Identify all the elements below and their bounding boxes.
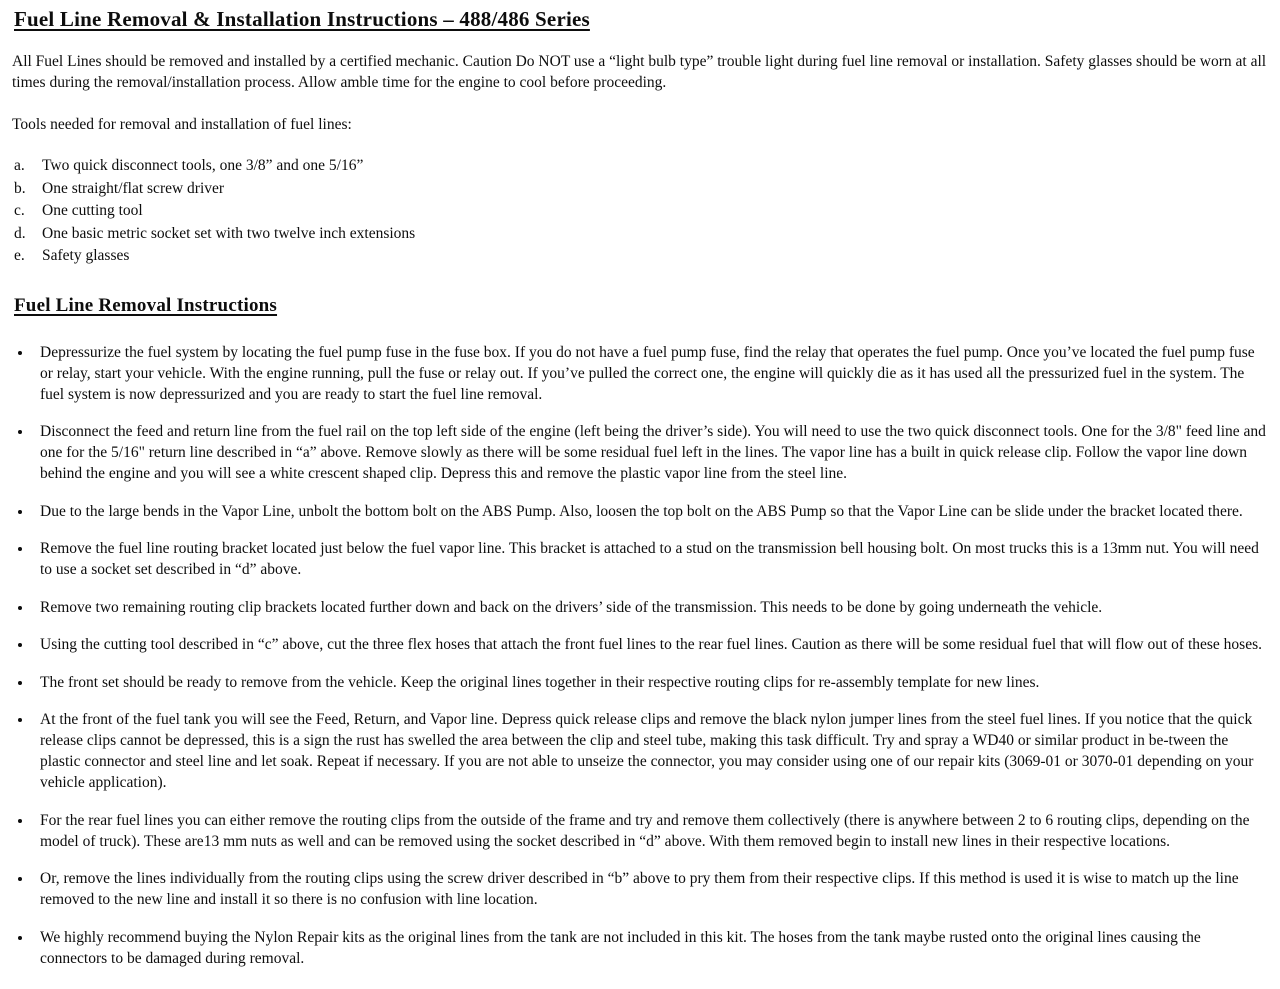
- tool-letter: a.: [14, 157, 25, 174]
- step-text: Using the cutting tool described in “c” above, cut the three flex hoses that attach the front fuel lines to the rear fuel lines. Caution as there will be some residual fuel that will flow out of these hoses.: [40, 636, 1262, 653]
- tool-text: One cutting tool: [42, 202, 143, 219]
- tool-item: [12, 245, 1268, 268]
- tool-item: [12, 200, 1268, 223]
- tool-letter: b.: [14, 179, 26, 197]
- step-text: Depressurize the fuel system by locating the fuel pump fuse in the fuse box. If you do not have a fuel pump fuse, find the relay that operates the fuel pump. Once you’ve located the fuel pump fuse or relay, start your vehicle. With the engine running, pull the fuse or relay out. If you’ve pulled the correct one, the engine will quickly die as it has used all the pressurized fuel in the system. The fuel system is now depressurized and you are ready to start the fuel line removal.: [40, 343, 1255, 403]
- step-text: Remove the fuel line routing bracket located just below the fuel vapor line. This bracket is attached to a stud on the transmission bell housing bolt. On most trucks this is a 13mm nut. You will need to use a socket set described in “d” above.: [40, 540, 1259, 578]
- tool-item: [12, 155, 1268, 178]
- step-text: Disconnect the feed and return line from the fuel rail on the top left side of the engine (left being the driver’s side). You will need to use the two quick disconnect tools. One for the 3/8" feed line and one for the 5/16" return line described in “a” above. Remove slowly as there will be some residual fuel left in the lines. The vapor line has a built in quick release clip. Follow the vapor line down behind the engine and you will see a white crescent shaped clip. Depress this and remove the plastic vapor line from the steel line.: [40, 423, 1266, 482]
- tools-list: [12, 155, 1268, 268]
- step-text: The front set should be ready to remove from the vehicle. Keep the original lines together in their respective routing clips for re-assembly template for new lines.: [40, 673, 1040, 691]
- step-text: At the front of the fuel tank you will see the Feed, Return, and Vapor line. Depress quick release clips and remove the black nylon jumper lines from the steel fuel lines. If you notice that the quick release clips cannot be depressed, this is a sign the rust has swelled the area between the clip and steel tube, making this task difficult. Try and spray a WD40 or similar product in be-tween the plastic connector and steel line and let soak. Repeat if necessary. If you are not able to unseize the connector, you may consider using one of our repair kits (3069-01 or 3070-01 depending on your vehicle application).: [40, 711, 1254, 791]
- removal-steps-list: [12, 342, 1268, 969]
- step-text: We highly recommend buying the Nylon Repair kits as the original lines from the tank are not included in this kit. The hoses from the tank maybe rusted onto the original lines causing the connectors to be damaged during removal.: [40, 928, 1201, 967]
- step-text: Remove two remaining routing clip brackets located further down and back on the drivers’ side of the transmission. This needs to be done by going underneath the vehicle.: [40, 598, 1103, 616]
- step-item: [33, 538, 1268, 580]
- step-item: [33, 421, 1268, 484]
- tool-text: One straight/flat screw driver: [42, 179, 225, 197]
- step-text: Due to the large bends in the Vapor Line, unbolt the bottom bolt on the ABS Pump. Also, loosen the top bolt on the ABS Pump so that the Vapor Line can be slide under the bracket located there.: [40, 502, 1243, 520]
- step-item: [33, 342, 1268, 405]
- tools-intro: Tools needed for removal and installation of fuel lines:: [12, 116, 352, 133]
- step-item: [33, 501, 1268, 522]
- tool-text: Safety glasses: [42, 247, 130, 264]
- document-title: Fuel Line Removal & Installation Instructions – 488/486 Series: [14, 7, 590, 31]
- step-text: For the rear fuel lines you can either remove the routing clips from the outside of the frame and try and remove them collectively (there is anywhere between 2 to 6 routing clips, depending on the model of truck). These are13 mm nuts as well and can be removed using the socket described in “d” above. With them removed begin to install new lines in their respective locations.: [40, 811, 1250, 850]
- step-item: [33, 927, 1268, 969]
- step-item: [33, 868, 1268, 910]
- tool-letter: d.: [14, 224, 26, 242]
- step-item: [33, 597, 1268, 618]
- step-item: [33, 709, 1268, 793]
- intro-paragraph: All Fuel Lines should be removed and installed by a certified mechanic. Caution Do NOT use a “light bulb type” trouble light during fuel line removal or installation. Safety glasses should be worn at all times during the removal/installation process. Allow amble time for the engine to cool before proceeding.: [12, 53, 1267, 91]
- tool-item: [12, 178, 1268, 201]
- step-item: [33, 810, 1268, 852]
- tool-letter: c.: [14, 202, 25, 219]
- tool-text: Two quick disconnect tools, one 3/8” and one 5/16”: [42, 157, 364, 174]
- tool-text: One basic metric socket set with two twelve inch extensions: [42, 224, 416, 242]
- step-text: Or, remove the lines individually from the routing clips using the screw driver described in “b” above to pry them from their respective clips. If this method is used it is wise to match up the line removed to the new line and install it so there is no confusion with line location.: [40, 870, 1239, 908]
- section-heading: Fuel Line Removal Instructions: [14, 294, 278, 316]
- step-item: [33, 634, 1268, 655]
- tool-letter: e.: [14, 247, 25, 264]
- tool-item: [12, 223, 1268, 246]
- step-item: [33, 672, 1268, 693]
